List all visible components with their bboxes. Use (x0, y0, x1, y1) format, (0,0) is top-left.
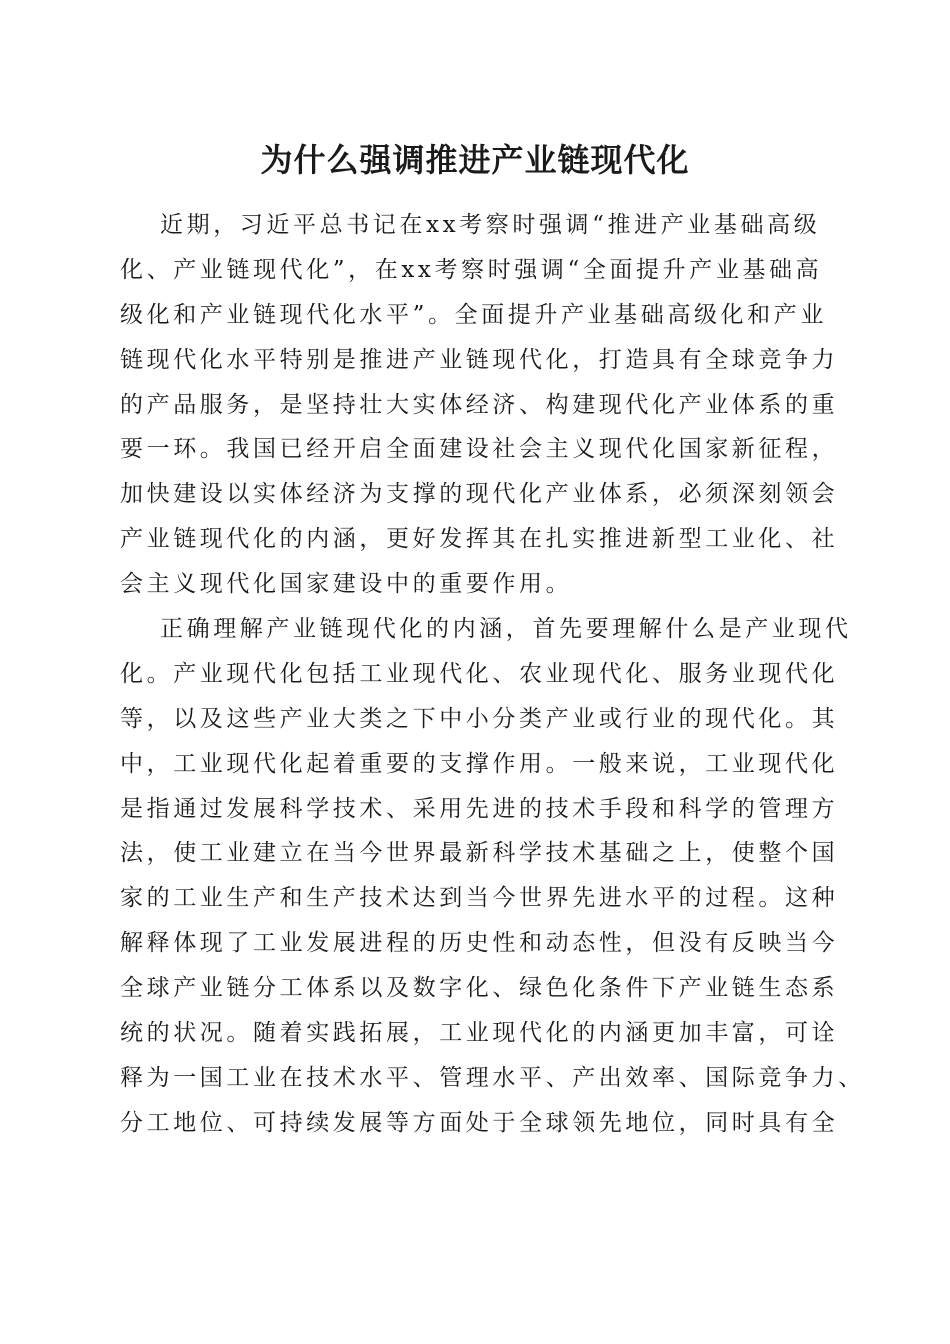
text-line: 家的工业生产和生产技术达到当今世界先进水平的过程。这种 (120, 885, 839, 912)
text-line: 化。产业现代化包括工业现代化、农业现代化、服务业现代化 (120, 660, 839, 687)
text-line: 要一环。我国已经开启全面建设社会主义现代化国家新征程， (120, 436, 839, 463)
text-line: 正确理解产业链现代化的内涵，首先要理解什么是产业现代 (160, 616, 852, 643)
text-line: 近期，习近平总书记在xx考察时强调“推进产业基础高级 (160, 212, 821, 238)
text-line: 统的状况。随着实践拓展，工业现代化的内涵更加丰富，可诠 (120, 1020, 839, 1047)
text-line: 会主义现代化国家建设中的重要作用。 (120, 571, 573, 598)
text-line: 产业链现代化的内涵，更好发挥其在扎实推进新型工业化、社 (120, 526, 839, 553)
paragraph (120, 203, 840, 607)
text-line: 链现代化水平特别是推进产业链现代化，打造具有全球竞争力 (120, 346, 839, 373)
text-line: 全球产业链分工体系以及数字化、绿色化条件下产业链生态系 (120, 975, 839, 1002)
document-body (120, 203, 865, 1146)
text-line: 解释体现了工业发展进程的历史性和动态性，但没有反映当今 (120, 930, 839, 957)
text-line: 加快建设以实体经济为支撑的现代化产业体系，必须深刻领会 (120, 481, 839, 508)
text-line: 的产品服务，是坚持壮大实体经济、构建现代化产业体系的重 (120, 391, 839, 418)
text-line: 释为一国工业在技术水平、管理水平、产出效率、国际竞争力、 (120, 1064, 865, 1091)
text-line: 级化和产业链现代化水平”。全面提升产业基础高级化和产业 (120, 301, 827, 328)
text-line: 法，使工业建立在当今世界最新科学技术基础之上，使整个国 (120, 840, 839, 867)
text-line: 分工地位、可持续发展等方面处于全球领先地位，同时具有全 (120, 1109, 839, 1136)
text-line: 等，以及这些产业大类之下中小分类产业或行业的现代化。其 (120, 705, 839, 732)
text-line: 是指通过发展科学技术、采用先进的技术手段和科学的管理方 (120, 795, 839, 822)
document-title: 为什么强调推进产业链现代化 (260, 141, 690, 179)
paragraph (120, 607, 865, 1146)
text-line: 化、产业链现代化”，在xx考察时强调“全面提升产业基础高 (120, 256, 823, 283)
text-line: 中，工业现代化起着重要的支撑作用。一般来说，工业现代化 (120, 750, 839, 777)
